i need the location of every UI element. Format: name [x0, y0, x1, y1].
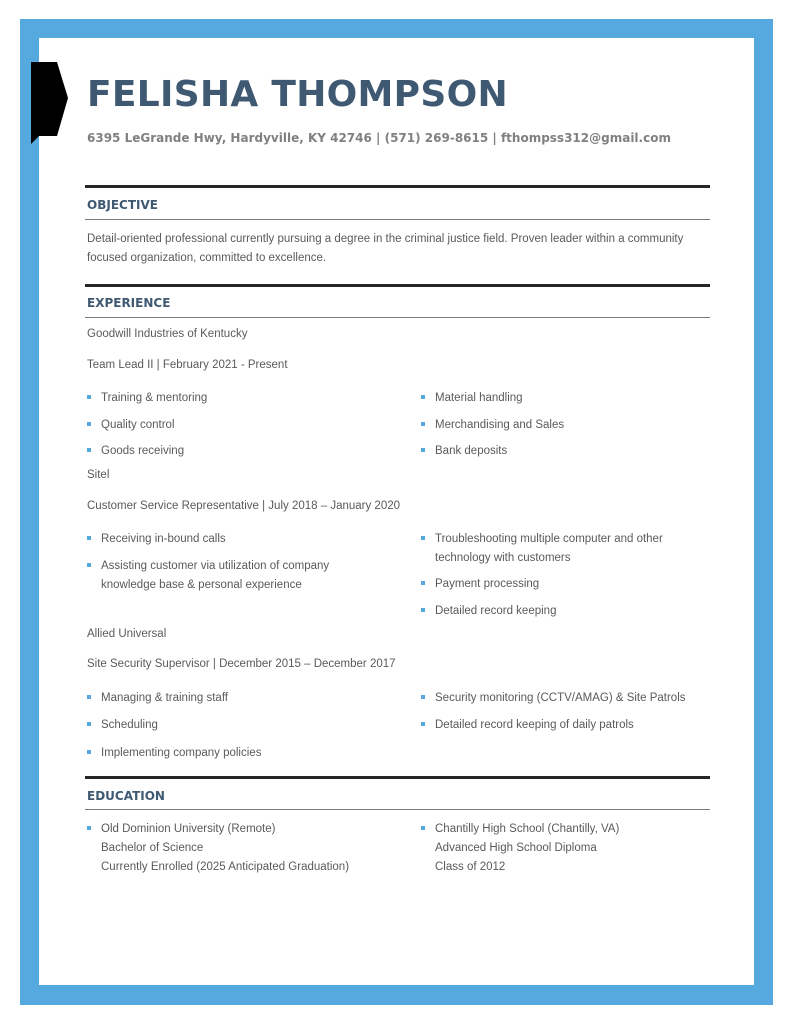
contact-info: 6395 LeGrande Hwy, Hardyville, KY 42746 | (571) 269-8615 | fthompss312@gmail.com — [87, 131, 671, 145]
bullet-icon — [421, 448, 425, 452]
objective-heading: OBJECTIVE — [87, 198, 158, 212]
applicant-name: FELISHA THOMPSON — [87, 74, 508, 115]
school-name: Chantilly High School (Chantilly, VA) — [435, 823, 620, 835]
bullet-icon — [87, 422, 91, 426]
bullet-icon — [87, 536, 91, 540]
duty-text: Troubleshooting multiple computer and other — [435, 533, 663, 545]
duty-text: Scheduling — [101, 719, 158, 731]
duty-text: Material handling — [435, 392, 523, 404]
bullet-icon — [421, 608, 425, 612]
degree: Advanced High School Diploma — [435, 842, 597, 854]
experience-heading: EXPERIENCE — [87, 296, 171, 310]
bullet-icon — [421, 422, 425, 426]
duty-text: Security monitoring (CCTV/AMAG) & Site Patrols — [435, 692, 686, 704]
bullet-icon — [87, 695, 91, 699]
duty-text: Goods receiving — [101, 445, 185, 457]
duty-text: Bank deposits — [435, 445, 508, 457]
bullet-icon — [87, 395, 91, 399]
section-rule-thin — [85, 809, 710, 810]
duty-text: Training & mentoring — [101, 392, 208, 404]
duty-text: Quality control — [101, 419, 175, 431]
degree: Bachelor of Science — [101, 842, 204, 854]
objective-text: Detail-oriented professional currently pursuing a degree in the criminal justice field. Proven leader within a community focused organization, committed to excellence. — [87, 233, 684, 264]
bullet-icon — [87, 563, 91, 567]
duty-text: Detailed record keeping of daily patrols — [435, 719, 634, 731]
duty-text: Detailed record keeping — [435, 605, 557, 617]
section-rule-thin — [85, 219, 710, 220]
section-rule-thick — [85, 776, 710, 779]
duty-text: knowledge base & personal experience — [101, 579, 302, 591]
bullet-icon — [421, 722, 425, 726]
job-title-dates: Team Lead II | February 2021 - Present — [87, 359, 288, 371]
duty-text: Payment processing — [435, 578, 540, 590]
bullet-icon — [87, 722, 91, 726]
company-name: Goodwill Industries of Kentucky — [87, 328, 248, 340]
section-rule-thick — [85, 284, 710, 287]
bullet-icon — [87, 826, 91, 830]
duty-text: Receiving in-bound calls — [101, 533, 226, 545]
bullet-icon — [87, 448, 91, 452]
duty-text: Assisting customer via utilization of company — [101, 560, 330, 572]
school-name: Old Dominion University (Remote) — [101, 823, 276, 835]
job-title-dates: Customer Service Representative | July 2018 – January 2020 — [87, 500, 401, 512]
section-rule-thick — [85, 185, 710, 188]
section-rule-thin — [85, 317, 710, 318]
enrollment-status: Currently Enrolled (2025 Anticipated Graduation) — [101, 861, 350, 873]
company-name: Allied Universal — [87, 628, 167, 640]
duty-text: Merchandising and Sales — [435, 419, 565, 431]
graduation-year: Class of 2012 — [435, 861, 506, 873]
education-heading: EDUCATION — [87, 789, 165, 803]
duty-text: Managing & training staff — [101, 692, 229, 704]
company-name: Sitel — [87, 469, 110, 481]
bullet-icon — [421, 581, 425, 585]
job-title-dates: Site Security Supervisor | December 2015 – December 2017 — [87, 658, 396, 670]
bullet-icon — [421, 695, 425, 699]
bullet-icon — [421, 536, 425, 540]
black-pennant-icon — [31, 62, 68, 144]
duty-text: Implementing company policies — [101, 747, 262, 759]
bullet-icon — [421, 826, 425, 830]
bullet-icon — [87, 750, 91, 754]
duty-text: technology with customers — [435, 552, 571, 564]
bullet-icon — [421, 395, 425, 399]
